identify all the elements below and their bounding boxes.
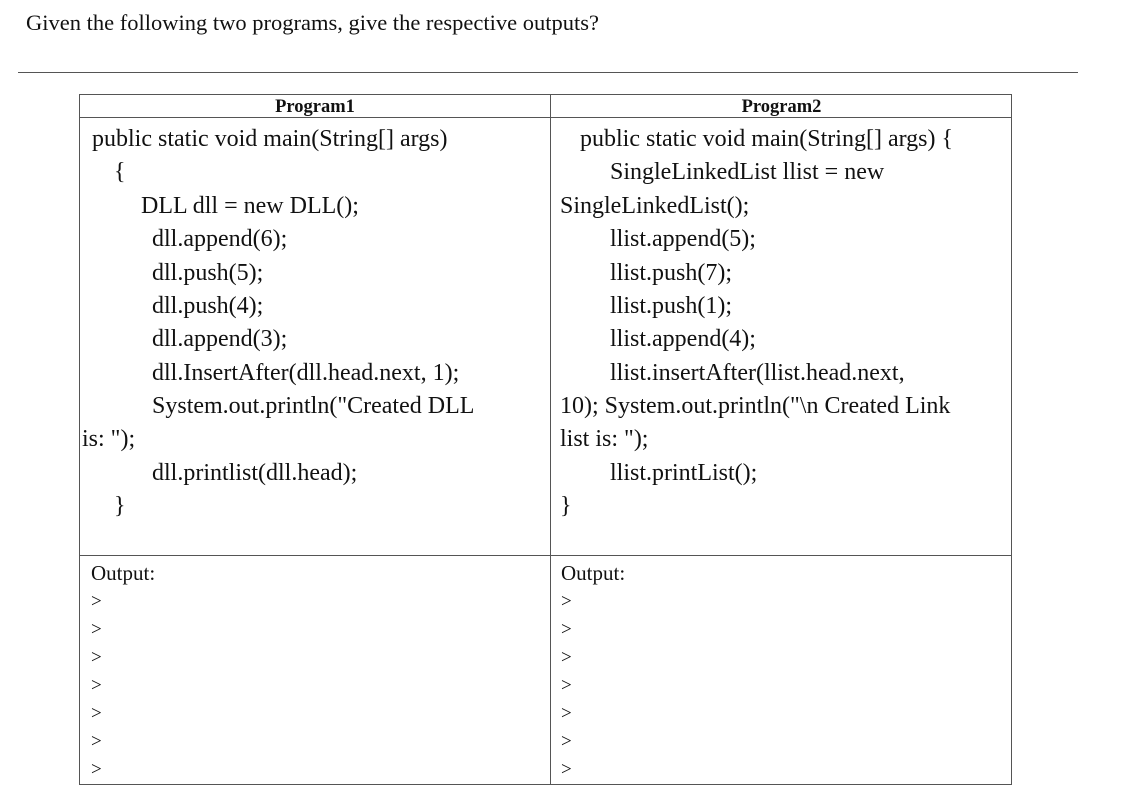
header-divider	[80, 117, 1011, 118]
program1-line: dll.InsertAfter(dll.head.next, 1);	[152, 360, 460, 386]
program2-line: llist.printList();	[610, 460, 758, 486]
program1-line: dll.printlist(dll.head);	[152, 460, 358, 486]
program2-title: Program2	[741, 97, 822, 117]
program2-line: llist.append(5);	[610, 226, 756, 252]
program1-line: dll.append(3);	[152, 326, 288, 352]
program2-line: public static void main(String[] args) {	[580, 126, 954, 152]
output-prompt: >	[91, 591, 102, 612]
program1-line: dll.push(4);	[152, 293, 264, 319]
output-prompt: >	[561, 703, 572, 724]
program1-line: public static void main(String[] args)	[92, 126, 448, 152]
program2-line: llist.insertAfter(llist.head.next,	[610, 360, 905, 386]
program2-output-label: Output:	[561, 561, 626, 585]
horizontal-divider	[18, 72, 1078, 73]
output-prompt: >	[561, 731, 572, 752]
program2-line: llist.append(4);	[610, 326, 756, 352]
program1-line: is: ");	[82, 426, 136, 452]
program1-line: dll.push(5);	[152, 260, 264, 286]
column-divider	[550, 95, 551, 784]
output-prompt: >	[561, 759, 572, 780]
program2-line: list is: ");	[560, 426, 649, 452]
output-prompt: >	[91, 675, 102, 696]
program2-line: SingleLinkedList llist = new	[610, 159, 885, 185]
output-prompt: >	[561, 591, 572, 612]
output-prompt: >	[91, 619, 102, 640]
output-prompt: >	[91, 647, 102, 668]
output-divider	[80, 555, 1011, 556]
output-prompt: >	[91, 759, 102, 780]
program1-line: DLL dll = new DLL();	[141, 193, 359, 219]
program1-line: }	[114, 493, 126, 519]
program1-output-label: Output:	[91, 561, 156, 585]
program1-line: System.out.println("Created DLL	[152, 393, 475, 419]
program2-line: }	[560, 493, 572, 519]
output-prompt: >	[561, 675, 572, 696]
program2-line: SingleLinkedList();	[560, 193, 750, 219]
program1-title: Program1	[275, 97, 355, 117]
program2-line: llist.push(7);	[610, 260, 733, 286]
output-prompt: >	[91, 703, 102, 724]
output-prompt: >	[561, 647, 572, 668]
output-prompt: >	[91, 731, 102, 752]
program2-line: llist.push(1);	[610, 293, 733, 319]
program1-line: dll.append(6);	[152, 226, 288, 252]
output-prompt: >	[561, 619, 572, 640]
programs-table	[79, 94, 1012, 785]
program2-line: 10); System.out.println("\n Created Link	[560, 393, 951, 419]
question-text: Given the following two programs, give the respective outputs?	[26, 10, 599, 35]
program1-line: {	[114, 159, 126, 185]
